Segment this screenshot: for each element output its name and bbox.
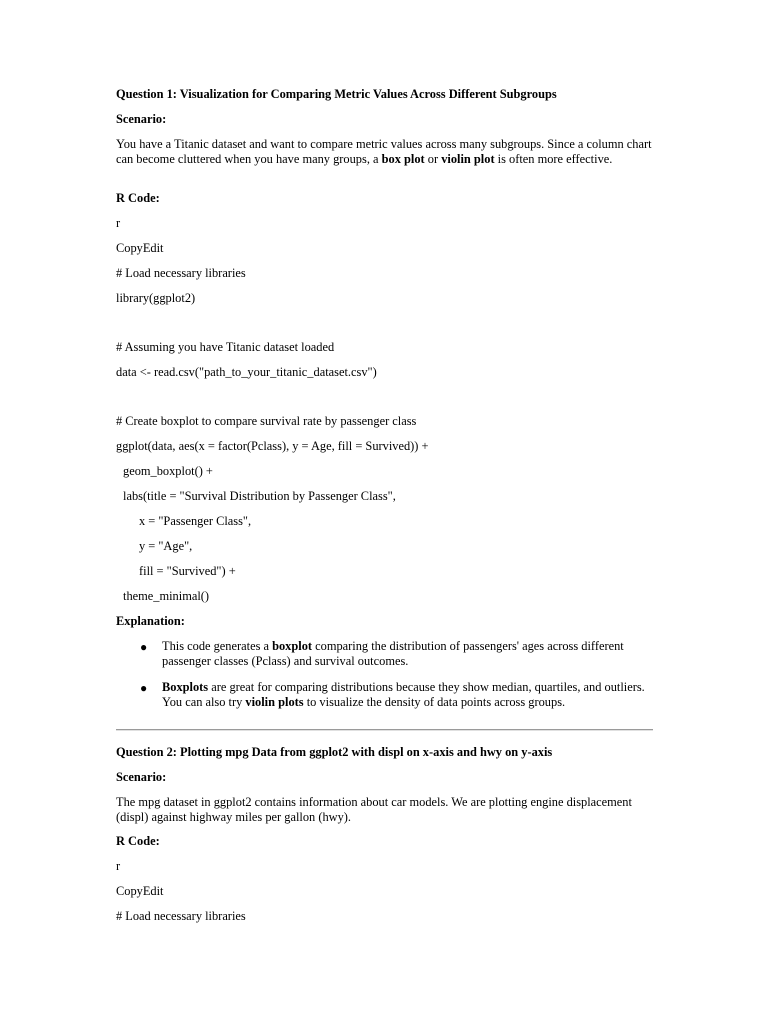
q2-code-line: # Load necessary libraries — [116, 909, 246, 923]
q1-code-line: geom_boxplot() + — [123, 464, 213, 478]
q1-code-line: fill = "Survived") + — [139, 564, 236, 578]
q1-explanation-bullet: This code generates a boxplot comparing the distribution of passengers' ages across different passenger classes (Pclass) and survival outcomes. — [162, 639, 624, 668]
bullet-dot-icon: ● — [140, 681, 148, 695]
bullet-dot-icon: ● — [140, 640, 148, 654]
q1-code-line: labs(title = "Survival Distribution by Passenger Class", — [123, 489, 396, 503]
q1-code-line: ggplot(data, aes(x = factor(Pclass), y = Age, fill = Survived)) + — [116, 439, 429, 453]
q1-code-line: theme_minimal() — [123, 589, 210, 603]
q2-copy-button[interactable]: CopyEdit — [116, 884, 164, 898]
q1-scenario-label: Scenario: — [116, 112, 167, 126]
q2-scenario-label: Scenario: — [116, 770, 167, 784]
q1-scenario-text: You have a Titanic dataset and want to compare metric values across many subgroups. Since a column chart can become cluttered when you have many groups, a box plot or violin plot is often more effective. — [116, 137, 652, 166]
q1-explanation-bullet: Boxplots are great for comparing distributions because they show median, quartiles, and outliers. You can also try violin plots to visualize the density of data points across groups. — [162, 680, 645, 709]
q1-code-line: x = "Passenger Class", — [139, 514, 252, 528]
q2-title: Question 2: Plotting mpg Data from ggplot2 with displ on x-axis and hwy on y-axis — [116, 745, 553, 759]
q1-explanation-label: Explanation: — [116, 614, 185, 628]
q2-rcode-label: R Code: — [116, 834, 160, 848]
q1-code-line: library(ggplot2) — [116, 291, 196, 305]
q1-code-line: y = "Age", — [139, 539, 193, 553]
q1-code-language: r — [116, 216, 121, 230]
q1-copy-button[interactable]: CopyEdit — [116, 241, 164, 255]
document-page — [116, 0, 654, 1024]
horizontal-divider — [116, 729, 653, 731]
q1-code-line: data <- read.csv("path_to_your_titanic_dataset.csv") — [116, 365, 377, 379]
q2-code-language: r — [116, 859, 121, 873]
q2-scenario-text: The mpg dataset in ggplot2 contains information about car models. We are plotting engine displacement (displ) against highway miles per gallon (hwy). — [116, 795, 632, 824]
q1-title: Question 1: Visualization for Comparing Metric Values Across Different Subgroups — [116, 87, 557, 101]
q1-code-line: # Load necessary libraries — [116, 266, 246, 280]
q1-rcode-label: R Code: — [116, 191, 160, 205]
q1-code-line: # Create boxplot to compare survival rate by passenger class — [116, 414, 417, 428]
q1-code-line: # Assuming you have Titanic dataset loaded — [116, 340, 335, 354]
